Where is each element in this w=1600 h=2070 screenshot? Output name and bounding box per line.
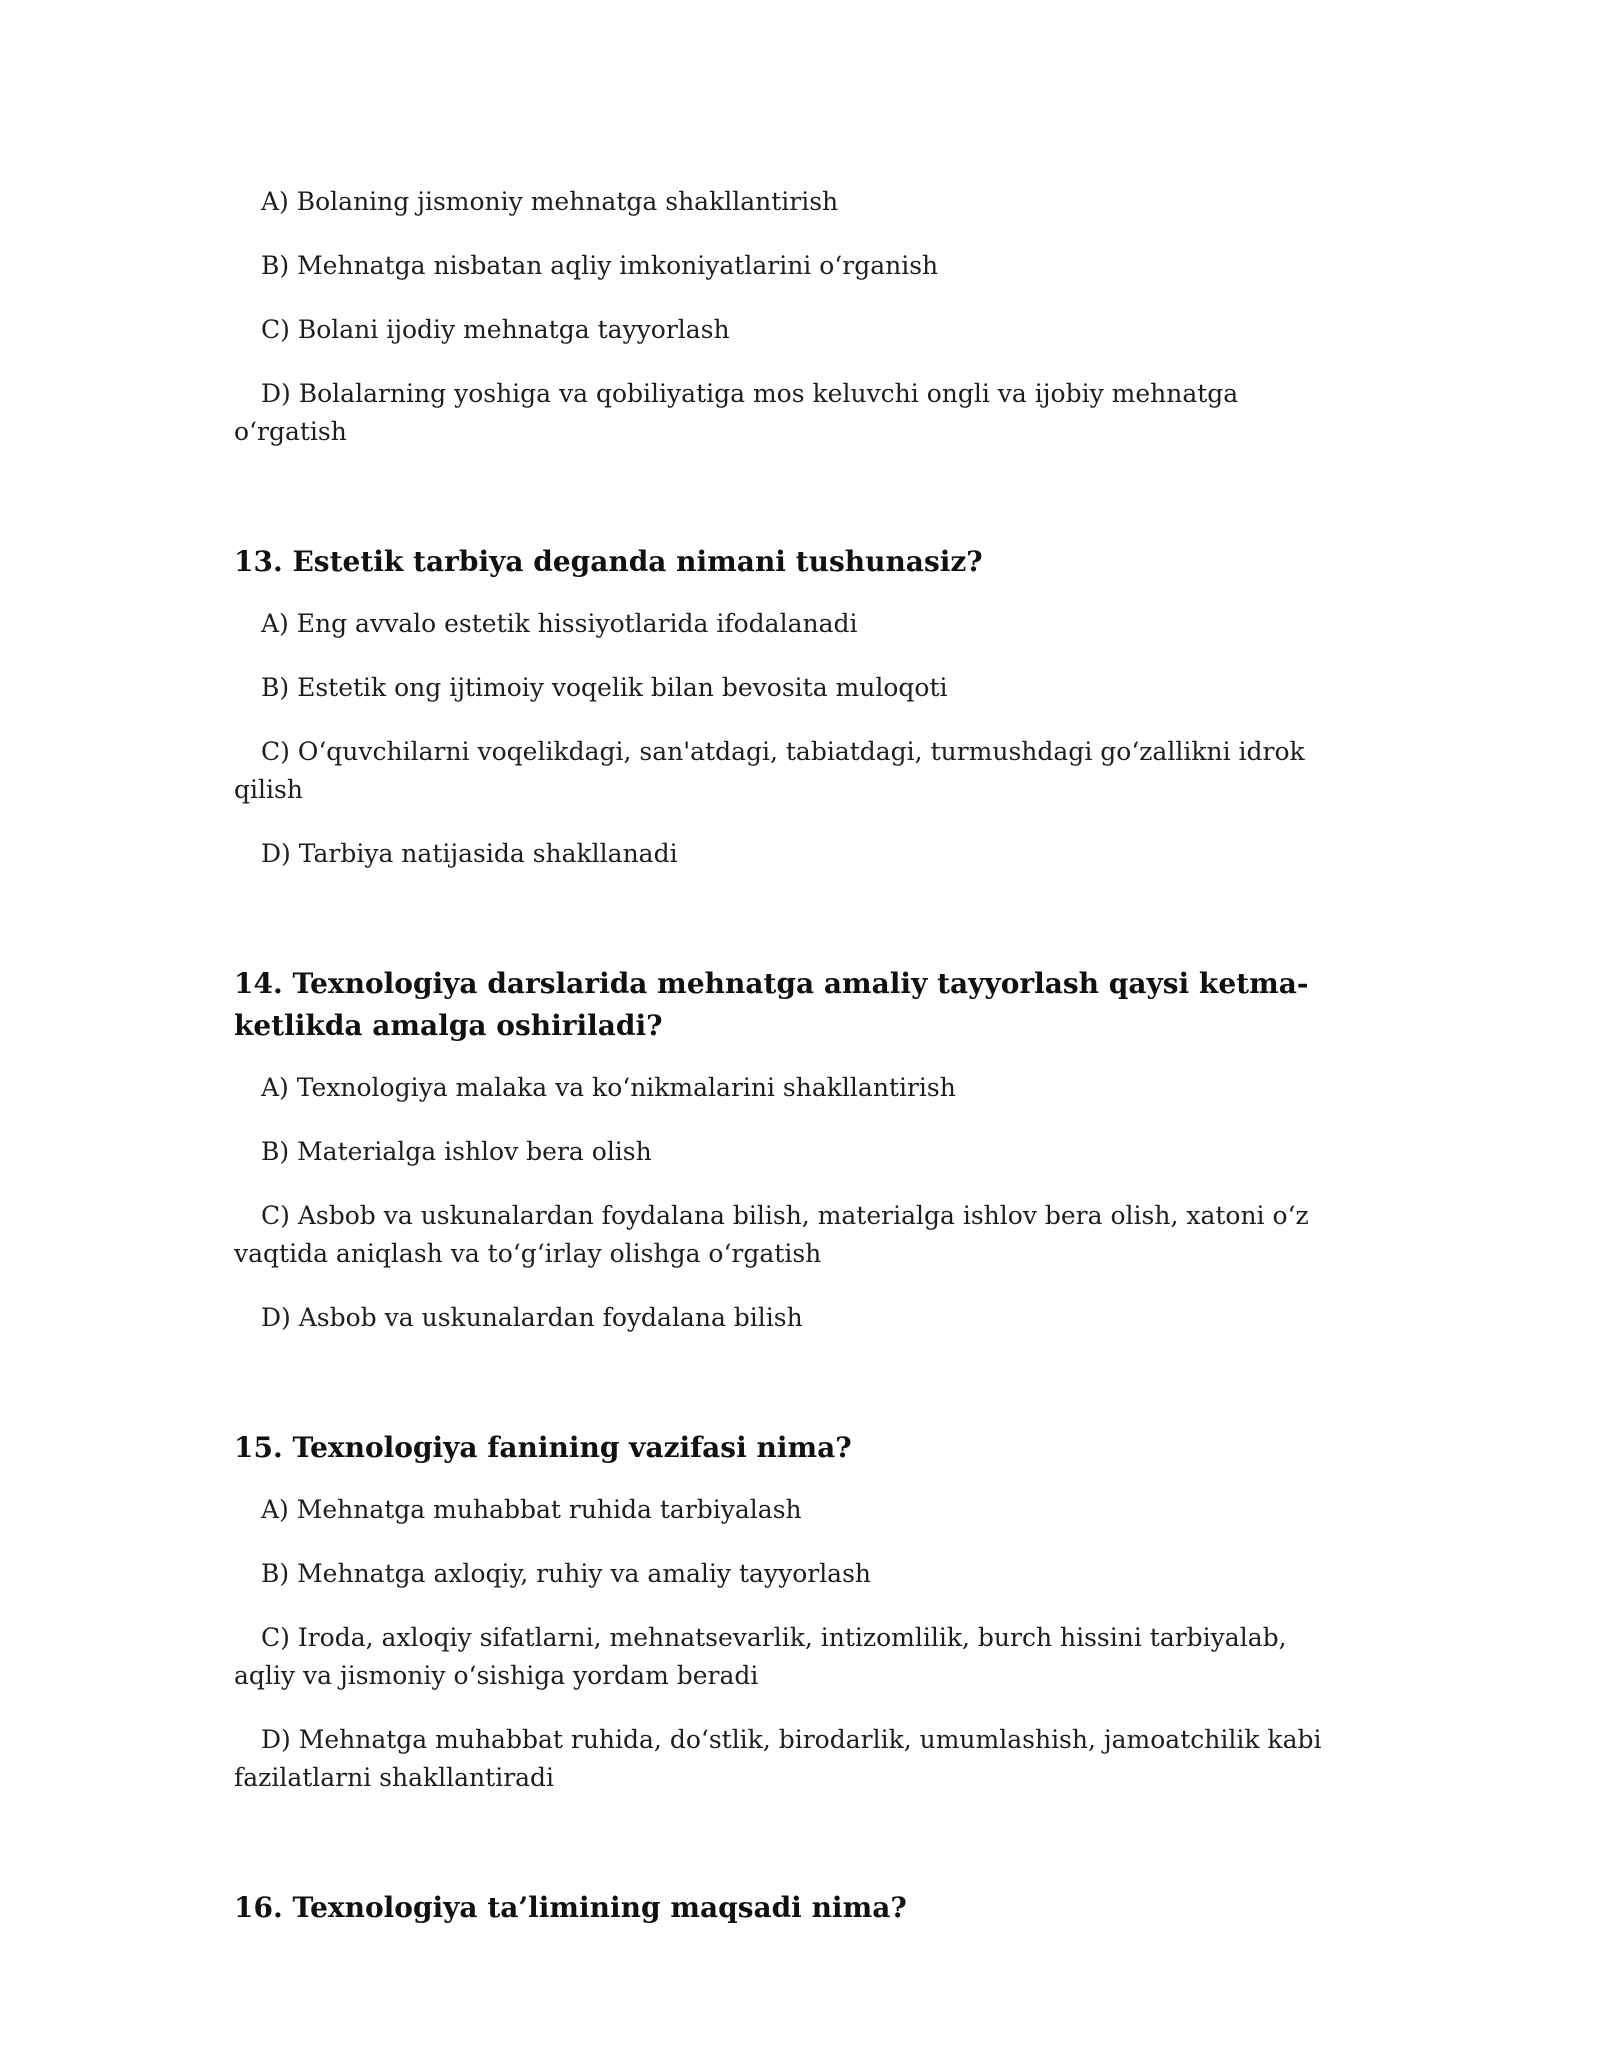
question-block-13 <box>234 541 1344 873</box>
question-title: 16. Texnologiya ta’limining maqsadi nima? <box>234 1891 907 1924</box>
spacer <box>234 1823 1344 1887</box>
answer-option-b[interactable]: B) Mehnatga nisbatan aqliy imkoniyatlarini o‘rganish <box>261 251 939 280</box>
spacer <box>234 477 1344 541</box>
answer-option-a[interactable]: A) Bolaning jismoniy mehnatga shakllantirish <box>261 187 839 216</box>
spacer <box>234 899 1344 963</box>
spacer <box>234 1363 1344 1427</box>
question-title: 14. Texnologiya darslarida mehnatga amaliy tayyorlash qaysi ketma-ketlikda amalga oshiriladi? <box>234 967 1309 1042</box>
answer-option-c[interactable]: C) Iroda, axloqiy sifatlarni, mehnatsevarlik, intizomlilik, burch hissini tarbiyalab, aqliy va jismoniy o‘sishiga yordam beradi <box>234 1623 1287 1690</box>
answer-option-d[interactable]: D) Asbob va uskunalardan foydalana bilish <box>261 1303 803 1332</box>
question-block-16 <box>234 1887 1344 1929</box>
document-content <box>234 183 1344 1951</box>
question-block-15 <box>234 1427 1344 1797</box>
question-block-12-continued <box>234 183 1344 451</box>
answer-option-d[interactable]: D) Tarbiya natijasida shakllanadi <box>261 839 678 868</box>
answer-option-b[interactable]: B) Materialga ishlov bera olish <box>261 1137 652 1166</box>
answer-option-c[interactable]: C) Asbob va uskunalardan foydalana bilish, materialga ishlov bera olish, xatoni o‘z vaqtida aniqlash va to‘g‘irlay olishga o‘rgatish <box>234 1201 1309 1268</box>
answer-option-a[interactable]: A) Eng avvalo estetik hissiyotlarida ifodalanadi <box>261 609 858 638</box>
question-block-14 <box>234 963 1344 1337</box>
question-title: 15. Texnologiya fanining vazifasi nima? <box>234 1431 852 1464</box>
answer-option-a[interactable]: A) Mehnatga muhabbat ruhida tarbiyalash <box>261 1495 802 1524</box>
answer-option-c[interactable]: C) O‘quvchilarni voqelikdagi, san'atdagi, tabiatdagi, turmushdagi go‘zallikni idrok qilish <box>234 737 1305 804</box>
answer-option-a[interactable]: A) Texnologiya malaka va ko‘nikmalarini shakllantirish <box>261 1073 956 1102</box>
answer-option-b[interactable]: B) Estetik ong ijtimoiy voqelik bilan bevosita muloqoti <box>261 673 948 702</box>
answer-option-d[interactable]: D) Mehnatga muhabbat ruhida, do‘stlik, birodarlik, umumlashish, jamoatchilik kabi fazilatlarni shakllantiradi <box>234 1725 1322 1792</box>
answer-option-b[interactable]: B) Mehnatga axloqiy, ruhiy va amaliy tayyorlash <box>261 1559 872 1588</box>
question-title: 13. Estetik tarbiya deganda nimani tushunasiz? <box>234 545 983 578</box>
answer-option-d[interactable]: D) Bolalarning yoshiga va qobiliyatiga mos keluvchi ongli va ijobiy mehnatga o‘rgatish <box>234 379 1239 446</box>
answer-option-c[interactable]: C) Bolani ijodiy mehnatga tayyorlash <box>261 315 730 344</box>
